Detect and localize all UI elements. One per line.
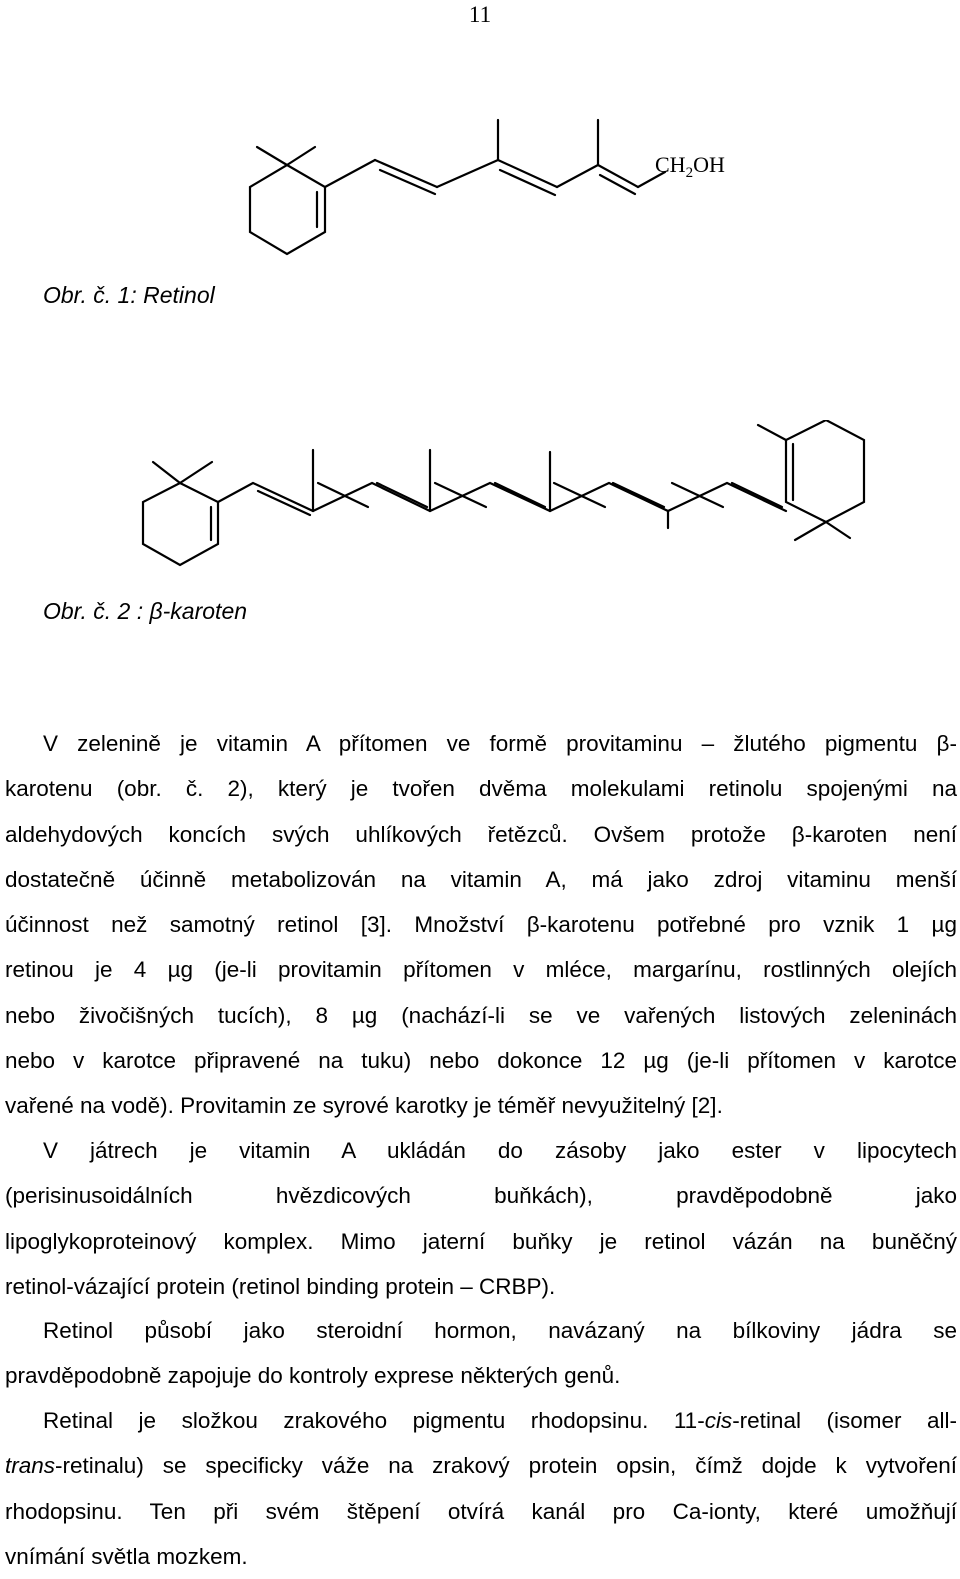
beta-carotene-structure-figure: [140, 420, 870, 570]
text-line: lipoglykoproteinový komplex. Mimo jaterní buňky je retinol vázán na buněčný: [5, 1228, 957, 1254]
page-number: 11: [468, 2, 492, 27]
text-line: účinnost než samotný retinol [3]. Množství β-karotenu potřebné pro vznik 1 µg: [5, 912, 957, 938]
text-line: (perisinusoidálních hvězdicových buňkách), pravděpodobně jako: [5, 1183, 957, 1209]
text-line: V zelenině je vitamin A přítomen ve formě provitaminu – žlutého pigmentu β-: [43, 731, 957, 756]
retinol-ch2oh-label: $CH_2OH$: [655, 152, 725, 181]
text-line: V játrech je vitamin A ukládán do zásoby jako ester v lipocytech: [43, 1138, 957, 1163]
text-line: dostatečně účinně metabolizován na vitamin A, má jako zdroj vitaminu menší: [5, 866, 957, 892]
paragraph-liver-storage: [5, 1128, 957, 1309]
text-line: Retinal je složkou zrakového pigmentu rhodopsinu. 11-cis-retinal (isomer all-: [43, 1408, 957, 1433]
text-line: retinou je 4 µg (je-li provitamin přítomen v mléce, margarínu, rostlinných olejích: [5, 957, 957, 983]
text-line: Retinol působí jako steroidní hormon, navázaný na bílkoviny jádra se: [43, 1318, 957, 1343]
text-line: karotenu (obr. č. 2), který je tvořen dvěma molekulami retinolu spojenými na: [5, 776, 957, 802]
text-line: vnímání světla mozkem.: [5, 1543, 248, 1569]
italic-cis: cis: [704, 1408, 733, 1433]
text-line: trans-retinalu) se specificky váže na zrakový protein opsin, čímž dojde k vytvoření: [5, 1453, 957, 1479]
paragraph-rhodopsin: [5, 1398, 957, 1579]
italic-trans: trans: [5, 1453, 56, 1479]
text-line: rhodopsinu. Ten při svém štěpení otvírá kanál pro Ca-ionty, které umožňují: [5, 1498, 957, 1524]
right-ring: [786, 420, 864, 522]
text-line: nebo živočišných tucích), 8 µg (nachází-li se ve vařených listových zeleninách: [5, 1002, 957, 1028]
retinol-ring: [250, 165, 325, 254]
retinol-structure-figure: [235, 100, 760, 268]
figure-1-caption: Obr. č. 1: Retinol: [43, 282, 215, 308]
left-ring: [143, 483, 218, 565]
figure-2-caption: Obr. č. 2 : β-karoten: [43, 598, 248, 624]
text-line: retinol-vázající protein (retinol binding protein – CRBP).: [5, 1273, 556, 1299]
text-line: aldehydových koncích svých uhlíkových řetězců. Ovšem protože β-karoten není: [5, 821, 957, 847]
paragraph-hormone: [5, 1308, 957, 1399]
paragraph-provitamin: [5, 721, 957, 1129]
text-line: pravděpodobně zapojuje do kontroly exprese některých genů.: [5, 1363, 621, 1389]
text-line: nebo v karotce připravené na tuku) nebo dokonce 12 µg (je-li přítomen v karotce: [5, 1048, 957, 1074]
text-line: vařené na vodě). Provitamin ze syrové karotky je téměř nevyužitelný [2].: [5, 1093, 723, 1119]
